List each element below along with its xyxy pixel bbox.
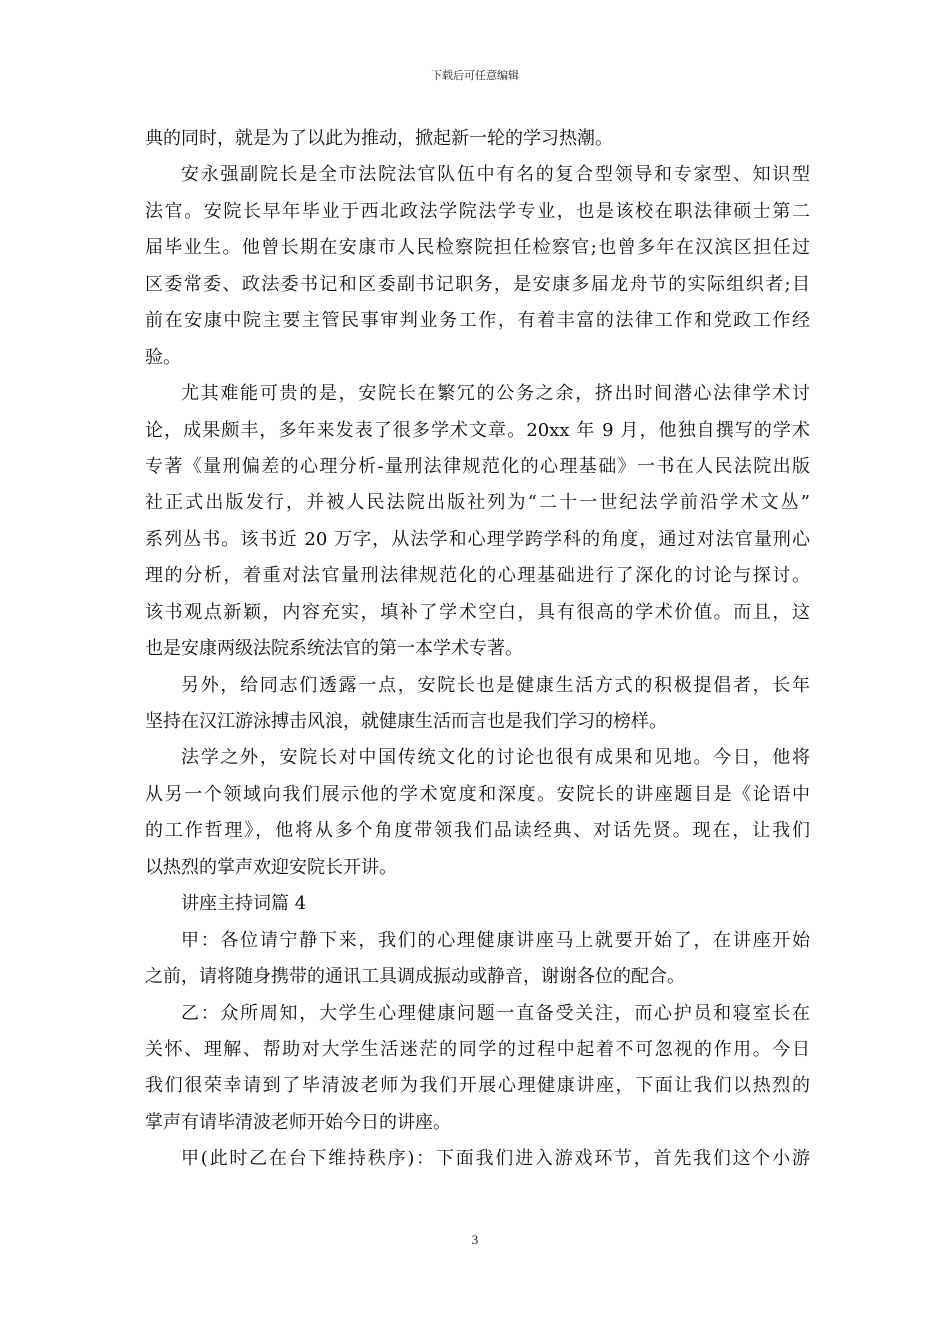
text-line: 也是安康两级法院系统法官的第一本学术专著。: [145, 638, 523, 660]
text-line: 我们很荣幸请到了毕清波老师为我们开展心理健康讲座，下面让我们以热烈的: [145, 1075, 810, 1097]
paragraph: [145, 376, 810, 668]
text-line: 社正式出版发行，并被人民法院出版社列为“二十一世纪法学前沿学术文丛”: [145, 492, 810, 514]
text-line: 掌声有请毕清波老师开始今日的讲座。: [145, 1111, 451, 1133]
text-line: 专著《量刑偏差的心理分析-量刑法律规范化的心理基础》一书在人民法院出版: [145, 455, 810, 477]
text-line: 从另一个领域向我们展示他的学术宽度和深度。安院长的讲座题目是《论语中: [145, 783, 810, 805]
text-line: 安永强副院长是全市法院法官队伍中有名的复合型领导和专家型、知识型: [181, 164, 810, 186]
text-line: 甲(此时乙在台下维持秩序)：下面我们进入游戏环节，首先我们这个小游: [181, 1148, 810, 1170]
text-line: 坚持在汉江游泳搏击风浪，就健康生活而言也是我们学习的榜样。: [145, 711, 667, 732]
text-line: 关怀、理解、帮助对大学生活迷茫的同学的过程中起着不可忽视的作用。今日: [145, 1038, 810, 1060]
text-line: 尤其难能可贵的是，安院长在繁冗的公务之余，挤出时间潜心法律学术讨: [181, 383, 810, 405]
paragraph: [145, 996, 810, 1142]
paragraph: [145, 1141, 810, 1177]
paragraph: [145, 740, 810, 886]
text-line: 法官。安院长早年毕业于西北政法学院法学专业，也是该校在职法律硕士第二: [145, 200, 810, 222]
paragraph: [145, 157, 810, 376]
text-line: 前在安康中院主要主管民事审判业务工作，有着丰富的法律工作和党政工作经: [145, 310, 810, 332]
text-line: 乙：众所周知，大学生心理健康问题一直备受关注，而心护员和寝室长在: [181, 1002, 810, 1024]
text-line: 另外，给同志们透露一点，安院长也是健康生活方式的积极提倡者，长年: [181, 674, 810, 696]
text-line: 系列丛书。该书近 20 万字，从法学和心理学跨学科的角度，通过对法官量刑心: [145, 528, 810, 550]
text-line: 该书观点新颖，内容充实，填补了学术空白，具有很高的学术价值。而且，这: [145, 601, 810, 623]
paragraph: [145, 923, 810, 996]
paragraph: [145, 121, 810, 157]
text-line: 届毕业生。他曾长期在安康市人民检察院担任检察官;也曾多年在汉滨区担任过: [145, 237, 810, 259]
text-line: 讲座主持词篇 4: [181, 893, 307, 915]
text-line: 甲：各位请宁静下来，我们的心理健康讲座马上就要开始了，在讲座开始: [181, 929, 810, 951]
text-line: 区委常委、政法委书记和区委副书记职务，是安康多届龙舟节的实际组织者;目: [145, 273, 810, 295]
document-body: [145, 121, 810, 1178]
page-number: 3: [471, 1232, 479, 1247]
text-line: 验。: [145, 346, 181, 368]
paragraph: [145, 886, 810, 922]
text-line: 典的同时，就是为了以此为推动，掀起新一轮的学习热潮。: [145, 128, 613, 149]
text-line: 法学之外，安院长对中国传统文化的讨论也很有成果和见地。今日，他将: [181, 747, 810, 769]
text-line: 之前，请将随身携带的通讯工具调成振动或静音，谢谢各位的配合。: [145, 966, 685, 988]
paragraph: [145, 668, 810, 741]
text-line: 论，成果颇丰，多年来发表了很多学术文章。20xx 年 9 月，他独自撰写的学术: [145, 419, 810, 441]
text-line: 以热烈的掌声欢迎安院长开讲。: [145, 856, 397, 878]
text-line: 的工作哲理》，他将从多个角度带领我们品读经典、对话先贤。现在，让我们: [145, 820, 810, 842]
text-line: 理的分析，着重对法官量刑法律规范化的心理基础进行了深化的讨论与探讨。: [145, 565, 810, 587]
page-header: 下载后可任意编辑: [431, 69, 519, 82]
